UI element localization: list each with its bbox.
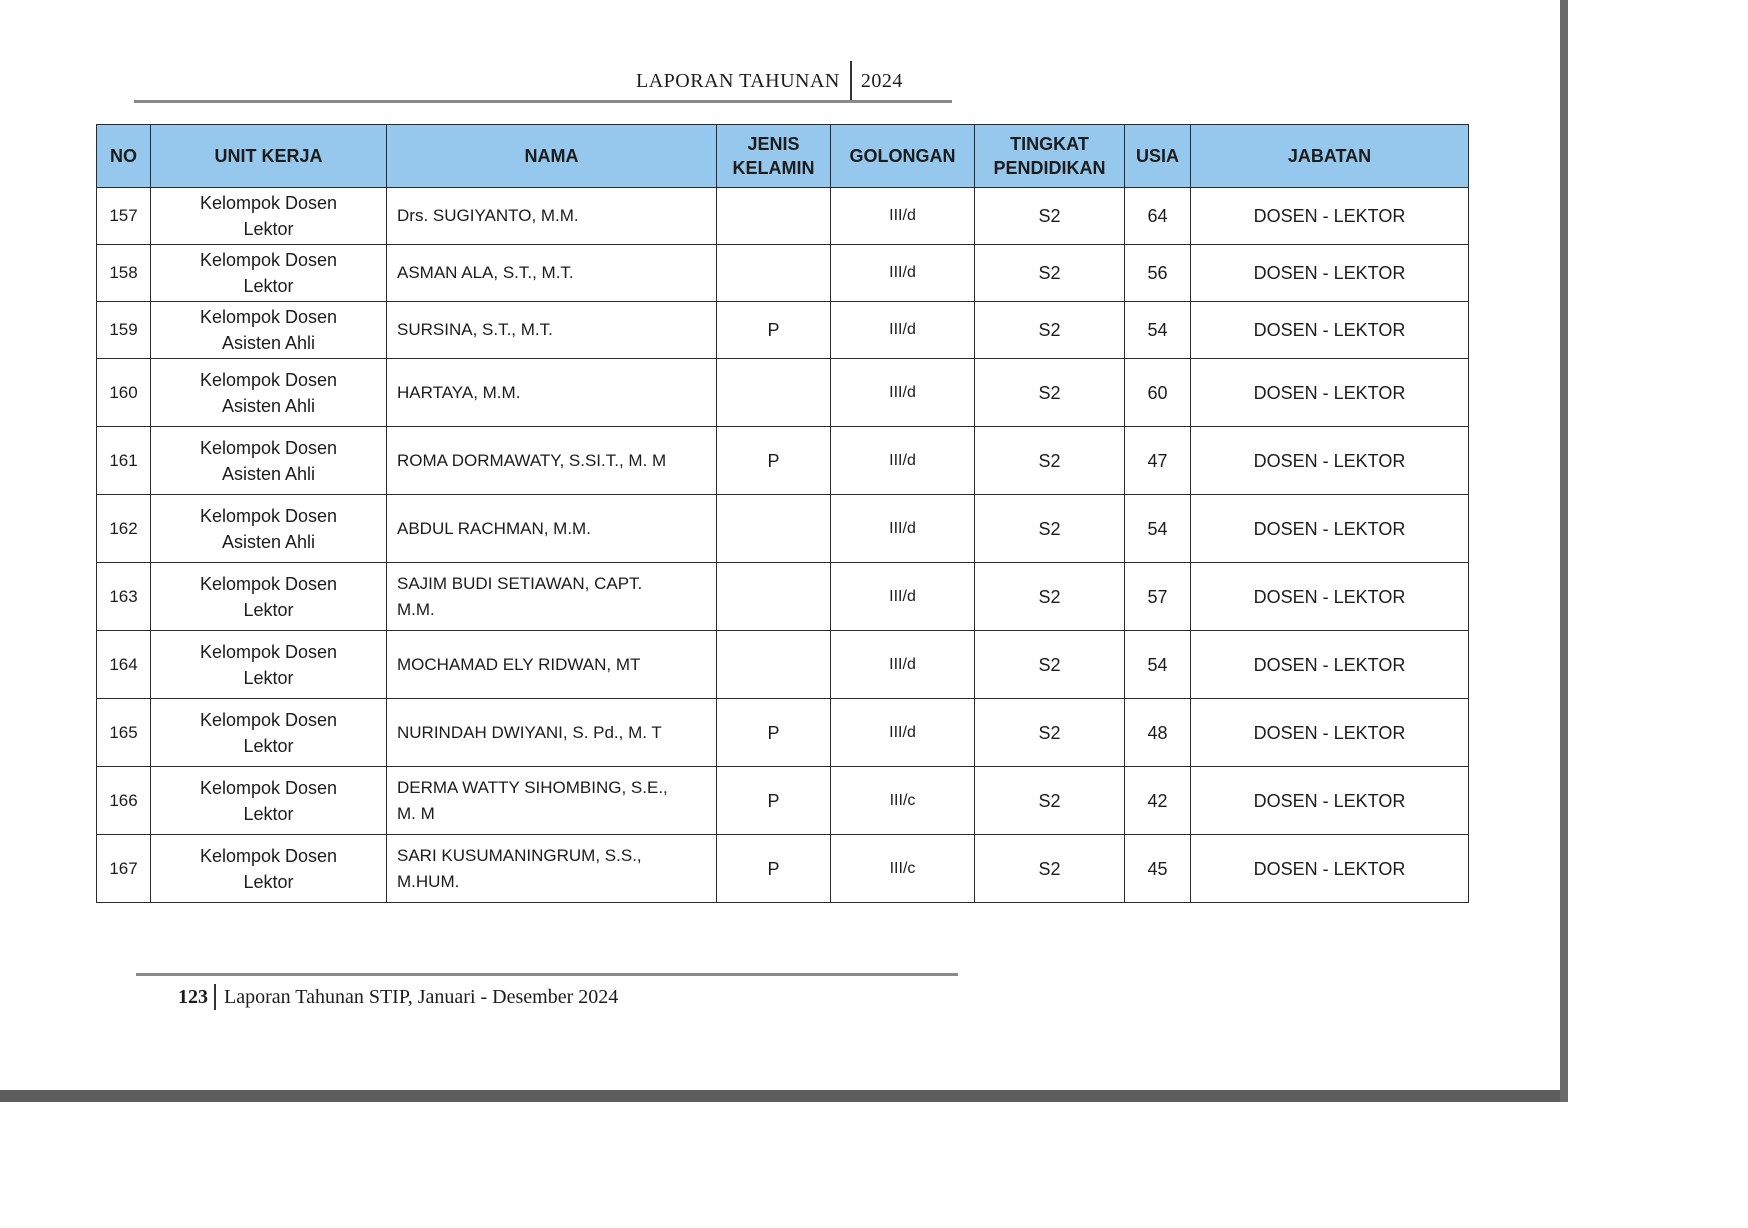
cell-golongan — [831, 245, 975, 302]
cell-nama — [387, 767, 717, 835]
usia-value: 57 — [1147, 586, 1168, 607]
cell-jenis-kelamin — [717, 359, 831, 427]
nama-line1: ROMA DORMAWATY, S.SI.T., M. M — [397, 450, 667, 470]
cell-usia — [1125, 563, 1191, 631]
cell-jabatan — [1191, 835, 1469, 903]
cell-tingkat-pendidikan — [975, 427, 1125, 495]
unit-kerja-line1: Kelompok Dosen — [199, 505, 338, 526]
usia-value: 60 — [1147, 382, 1168, 403]
cell-no — [97, 835, 151, 903]
pendidikan-value: S2 — [1038, 206, 1061, 226]
cell-usia — [1125, 245, 1191, 302]
cell-golongan — [831, 835, 975, 903]
report-title: LAPORAN TAHUNAN — [636, 69, 840, 92]
golongan-value: III/d — [889, 587, 916, 605]
cell-unit-kerja — [151, 495, 387, 563]
row-number: 160 — [109, 382, 138, 402]
row-number: 165 — [109, 722, 138, 742]
cell-jenis-kelamin — [717, 835, 831, 903]
nama-line1: Drs. SUGIYANTO, M.M. — [397, 206, 579, 225]
nama-line2: M.M. — [397, 599, 435, 619]
header-separator — [850, 61, 852, 101]
row-number: 166 — [109, 790, 138, 810]
unit-kerja-line2: Asisten Ahli — [221, 395, 316, 416]
unit-kerja-line1: Kelompok Dosen — [199, 845, 338, 866]
col-header-golongan: GOLONGAN — [831, 125, 975, 188]
jabatan-value: DOSEN - LEKTOR — [1253, 518, 1406, 539]
nama-line1: ASMAN ALA, S.T., M.T. — [397, 263, 574, 282]
col-header-tingkat-pendidikan: TINGKAT PENDIDIKAN — [975, 125, 1125, 188]
unit-kerja-line1: Kelompok Dosen — [199, 641, 338, 662]
row-number: 161 — [109, 450, 138, 470]
cell-nama — [387, 302, 717, 359]
jabatan-value: DOSEN - LEKTOR — [1253, 206, 1406, 226]
cell-no — [97, 563, 151, 631]
jabatan-value: DOSEN - LEKTOR — [1253, 654, 1406, 675]
cell-tingkat-pendidikan — [975, 302, 1125, 359]
cell-jabatan — [1191, 563, 1469, 631]
cell-golongan — [831, 563, 975, 631]
cell-tingkat-pendidikan — [975, 767, 1125, 835]
unit-kerja-line1: Kelompok Dosen — [199, 709, 338, 730]
header-rule — [134, 100, 952, 103]
usia-value: 45 — [1147, 858, 1168, 879]
cell-golongan — [831, 302, 975, 359]
nama-line1: SAJIM BUDI SETIAWAN, CAPT. — [397, 573, 643, 593]
pendidikan-value: S2 — [1038, 382, 1061, 403]
unit-kerja-line2: Lektor — [243, 599, 294, 620]
cell-unit-kerja — [151, 359, 387, 427]
pendidikan-value: S2 — [1038, 518, 1061, 539]
cell-golongan — [831, 359, 975, 427]
jabatan-value: DOSEN - LEKTOR — [1253, 263, 1406, 283]
unit-kerja-line1: Kelompok Dosen — [199, 369, 338, 390]
col-header-nama: NAMA — [387, 125, 717, 188]
cell-usia — [1125, 495, 1191, 563]
row-number: 162 — [109, 518, 138, 538]
unit-kerja-line2: Asisten Ahli — [221, 333, 316, 353]
cell-jenis-kelamin — [717, 699, 831, 767]
cell-usia — [1125, 631, 1191, 699]
unit-kerja-line2: Lektor — [243, 667, 294, 688]
cell-no — [97, 188, 151, 245]
golongan-value: III/d — [889, 321, 916, 338]
cell-golongan — [831, 631, 975, 699]
scan-edge-bottom — [0, 1090, 1568, 1102]
row-number: 159 — [109, 320, 138, 339]
cell-nama — [387, 245, 717, 302]
col-header-jenis-kelamin: JENIS KELAMIN — [717, 125, 831, 188]
scan-edge-right — [1560, 0, 1568, 1102]
cell-no — [97, 427, 151, 495]
cell-unit-kerja — [151, 302, 387, 359]
golongan-value: III/c — [889, 791, 916, 809]
jenis-kelamin-value: P — [767, 450, 780, 471]
golongan-value: III/d — [889, 383, 916, 401]
cell-no — [97, 495, 151, 563]
cell-jabatan — [1191, 767, 1469, 835]
nama-line1: SARI KUSUMANINGRUM, S.S., — [397, 845, 642, 865]
cell-usia — [1125, 699, 1191, 767]
cell-nama — [387, 563, 717, 631]
usia-value: 54 — [1147, 654, 1168, 675]
footer-rule — [136, 973, 958, 976]
cell-nama — [387, 631, 717, 699]
col-header-no: NO — [97, 125, 151, 188]
usia-value: 56 — [1147, 263, 1168, 283]
cell-nama — [387, 835, 717, 903]
unit-kerja-line2: Lektor — [243, 735, 294, 756]
cell-jabatan — [1191, 495, 1469, 563]
unit-kerja-line1: Kelompok Dosen — [199, 777, 338, 798]
cell-jenis-kelamin — [717, 631, 831, 699]
cell-unit-kerja — [151, 699, 387, 767]
cell-nama — [387, 495, 717, 563]
col-header-usia: USIA — [1125, 125, 1191, 188]
nama-line1: NURINDAH DWIYANI, S. Pd., M. T — [397, 722, 662, 742]
usia-value: 42 — [1147, 790, 1168, 811]
report-year: 2024 — [860, 69, 903, 92]
table-header-row — [97, 125, 1469, 188]
table-row — [97, 835, 1469, 903]
table-row — [97, 631, 1469, 699]
cell-jenis-kelamin — [717, 767, 831, 835]
cell-jabatan — [1191, 245, 1469, 302]
cell-jenis-kelamin — [717, 302, 831, 359]
row-number: 164 — [109, 654, 138, 674]
unit-kerja-line2: Lektor — [243, 871, 294, 892]
table-row — [97, 188, 1469, 245]
row-number: 167 — [109, 858, 138, 878]
cell-jenis-kelamin — [717, 188, 831, 245]
cell-nama — [387, 359, 717, 427]
unit-kerja-line2: Lektor — [243, 219, 294, 239]
jabatan-value: DOSEN - LEKTOR — [1253, 586, 1406, 607]
row-number: 163 — [109, 586, 138, 606]
unit-kerja-line2: Lektor — [243, 803, 294, 824]
golongan-value: III/d — [889, 655, 916, 673]
cell-no — [97, 359, 151, 427]
cell-tingkat-pendidikan — [975, 563, 1125, 631]
page-footer — [178, 982, 618, 1012]
jenis-kelamin-value: P — [767, 722, 780, 743]
cell-golongan — [831, 495, 975, 563]
table-row — [97, 359, 1469, 427]
nama-line1: DERMA WATTY SIHOMBING, S.E., — [397, 777, 668, 797]
unit-kerja-line2: Lektor — [243, 276, 294, 296]
cell-tingkat-pendidikan — [975, 699, 1125, 767]
cell-tingkat-pendidikan — [975, 359, 1125, 427]
cell-golongan — [831, 699, 975, 767]
cell-jenis-kelamin — [717, 427, 831, 495]
cell-no — [97, 631, 151, 699]
unit-kerja-line2: Asisten Ahli — [221, 531, 316, 552]
nama-line1: ABDUL RACHMAN, M.M. — [397, 518, 591, 538]
golongan-value: III/d — [889, 519, 916, 537]
footer-separator — [214, 984, 216, 1010]
unit-kerja-line1: Kelompok Dosen — [199, 307, 338, 327]
cell-usia — [1125, 188, 1191, 245]
golongan-value: III/d — [889, 264, 916, 281]
usia-value: 48 — [1147, 722, 1168, 743]
usia-value: 54 — [1147, 320, 1168, 340]
cell-no — [97, 767, 151, 835]
cell-golongan — [831, 427, 975, 495]
cell-tingkat-pendidikan — [975, 245, 1125, 302]
table-row — [97, 245, 1469, 302]
cell-tingkat-pendidikan — [975, 631, 1125, 699]
unit-kerja-line1: Kelompok Dosen — [199, 573, 338, 594]
cell-tingkat-pendidikan — [975, 835, 1125, 903]
cell-usia — [1125, 359, 1191, 427]
pendidikan-value: S2 — [1038, 790, 1061, 811]
jenis-kelamin-value: P — [767, 858, 780, 879]
cell-unit-kerja — [151, 835, 387, 903]
cell-jenis-kelamin — [717, 495, 831, 563]
cell-no — [97, 245, 151, 302]
pendidikan-value: S2 — [1038, 450, 1061, 471]
jabatan-value: DOSEN - LEKTOR — [1253, 790, 1406, 811]
usia-value: 64 — [1147, 206, 1168, 226]
cell-jenis-kelamin — [717, 245, 831, 302]
cell-usia — [1125, 835, 1191, 903]
cell-nama — [387, 188, 717, 245]
jabatan-value: DOSEN - LEKTOR — [1253, 382, 1406, 403]
jabatan-value: DOSEN - LEKTOR — [1253, 858, 1406, 879]
golongan-value: III/d — [889, 207, 916, 224]
cell-tingkat-pendidikan — [975, 188, 1125, 245]
unit-kerja-line1: Kelompok Dosen — [199, 250, 338, 270]
cell-golongan — [831, 188, 975, 245]
nama-line1: HARTAYA, M.M. — [397, 382, 521, 402]
unit-kerja-line1: Kelompok Dosen — [199, 437, 338, 458]
cell-usia — [1125, 427, 1191, 495]
cell-jabatan — [1191, 359, 1469, 427]
cell-jabatan — [1191, 427, 1469, 495]
jenis-kelamin-value: P — [767, 790, 780, 811]
cell-usia — [1125, 767, 1191, 835]
pendidikan-value: S2 — [1038, 654, 1061, 675]
table-row — [97, 563, 1469, 631]
cell-unit-kerja — [151, 563, 387, 631]
cell-nama — [387, 427, 717, 495]
pendidikan-value: S2 — [1038, 722, 1061, 743]
col-header-unit-kerja: UNIT KERJA — [151, 125, 387, 188]
golongan-value: III/d — [889, 451, 916, 469]
jabatan-value: DOSEN - LEKTOR — [1253, 722, 1406, 743]
table-row — [97, 302, 1469, 359]
nama-line2: M. M — [397, 803, 435, 823]
footer-text: Laporan Tahunan STIP, Januari - Desember 2024 — [224, 985, 619, 1008]
cell-unit-kerja — [151, 427, 387, 495]
col-header-jabatan: JABATAN — [1191, 125, 1469, 188]
page-number: 123 — [178, 985, 208, 1008]
cell-unit-kerja — [151, 767, 387, 835]
row-number: 158 — [109, 263, 138, 282]
table-row — [97, 767, 1469, 835]
cell-jabatan — [1191, 188, 1469, 245]
cell-unit-kerja — [151, 188, 387, 245]
unit-kerja-line1: Kelompok Dosen — [199, 193, 338, 213]
cell-golongan — [831, 767, 975, 835]
golongan-value: III/c — [889, 859, 916, 877]
cell-no — [97, 699, 151, 767]
nama-line1: SURSINA, S.T., M.T. — [397, 320, 553, 339]
usia-value: 54 — [1147, 518, 1168, 539]
cell-jenis-kelamin — [717, 563, 831, 631]
cell-unit-kerja — [151, 245, 387, 302]
cell-unit-kerja — [151, 631, 387, 699]
lecturer-table — [96, 124, 1469, 903]
cell-jabatan — [1191, 699, 1469, 767]
pendidikan-value: S2 — [1038, 858, 1061, 879]
jabatan-value: DOSEN - LEKTOR — [1253, 450, 1406, 471]
pendidikan-value: S2 — [1038, 263, 1061, 283]
usia-value: 47 — [1147, 450, 1168, 471]
jenis-kelamin-value: P — [767, 320, 780, 340]
nama-line2: M.HUM. — [397, 871, 460, 891]
cell-no — [97, 302, 151, 359]
table-row — [97, 427, 1469, 495]
cell-jabatan — [1191, 631, 1469, 699]
pendidikan-value: S2 — [1038, 586, 1061, 607]
pendidikan-value: S2 — [1038, 320, 1061, 340]
table-row — [97, 495, 1469, 563]
nama-line1: MOCHAMAD ELY RIDWAN, MT — [397, 654, 641, 674]
page-header — [636, 60, 903, 102]
cell-usia — [1125, 302, 1191, 359]
row-number: 157 — [109, 206, 138, 225]
table-row — [97, 699, 1469, 767]
jabatan-value: DOSEN - LEKTOR — [1253, 320, 1406, 340]
cell-jabatan — [1191, 302, 1469, 359]
unit-kerja-line2: Asisten Ahli — [221, 463, 316, 484]
cell-tingkat-pendidikan — [975, 495, 1125, 563]
golongan-value: III/d — [889, 723, 916, 741]
cell-nama — [387, 699, 717, 767]
